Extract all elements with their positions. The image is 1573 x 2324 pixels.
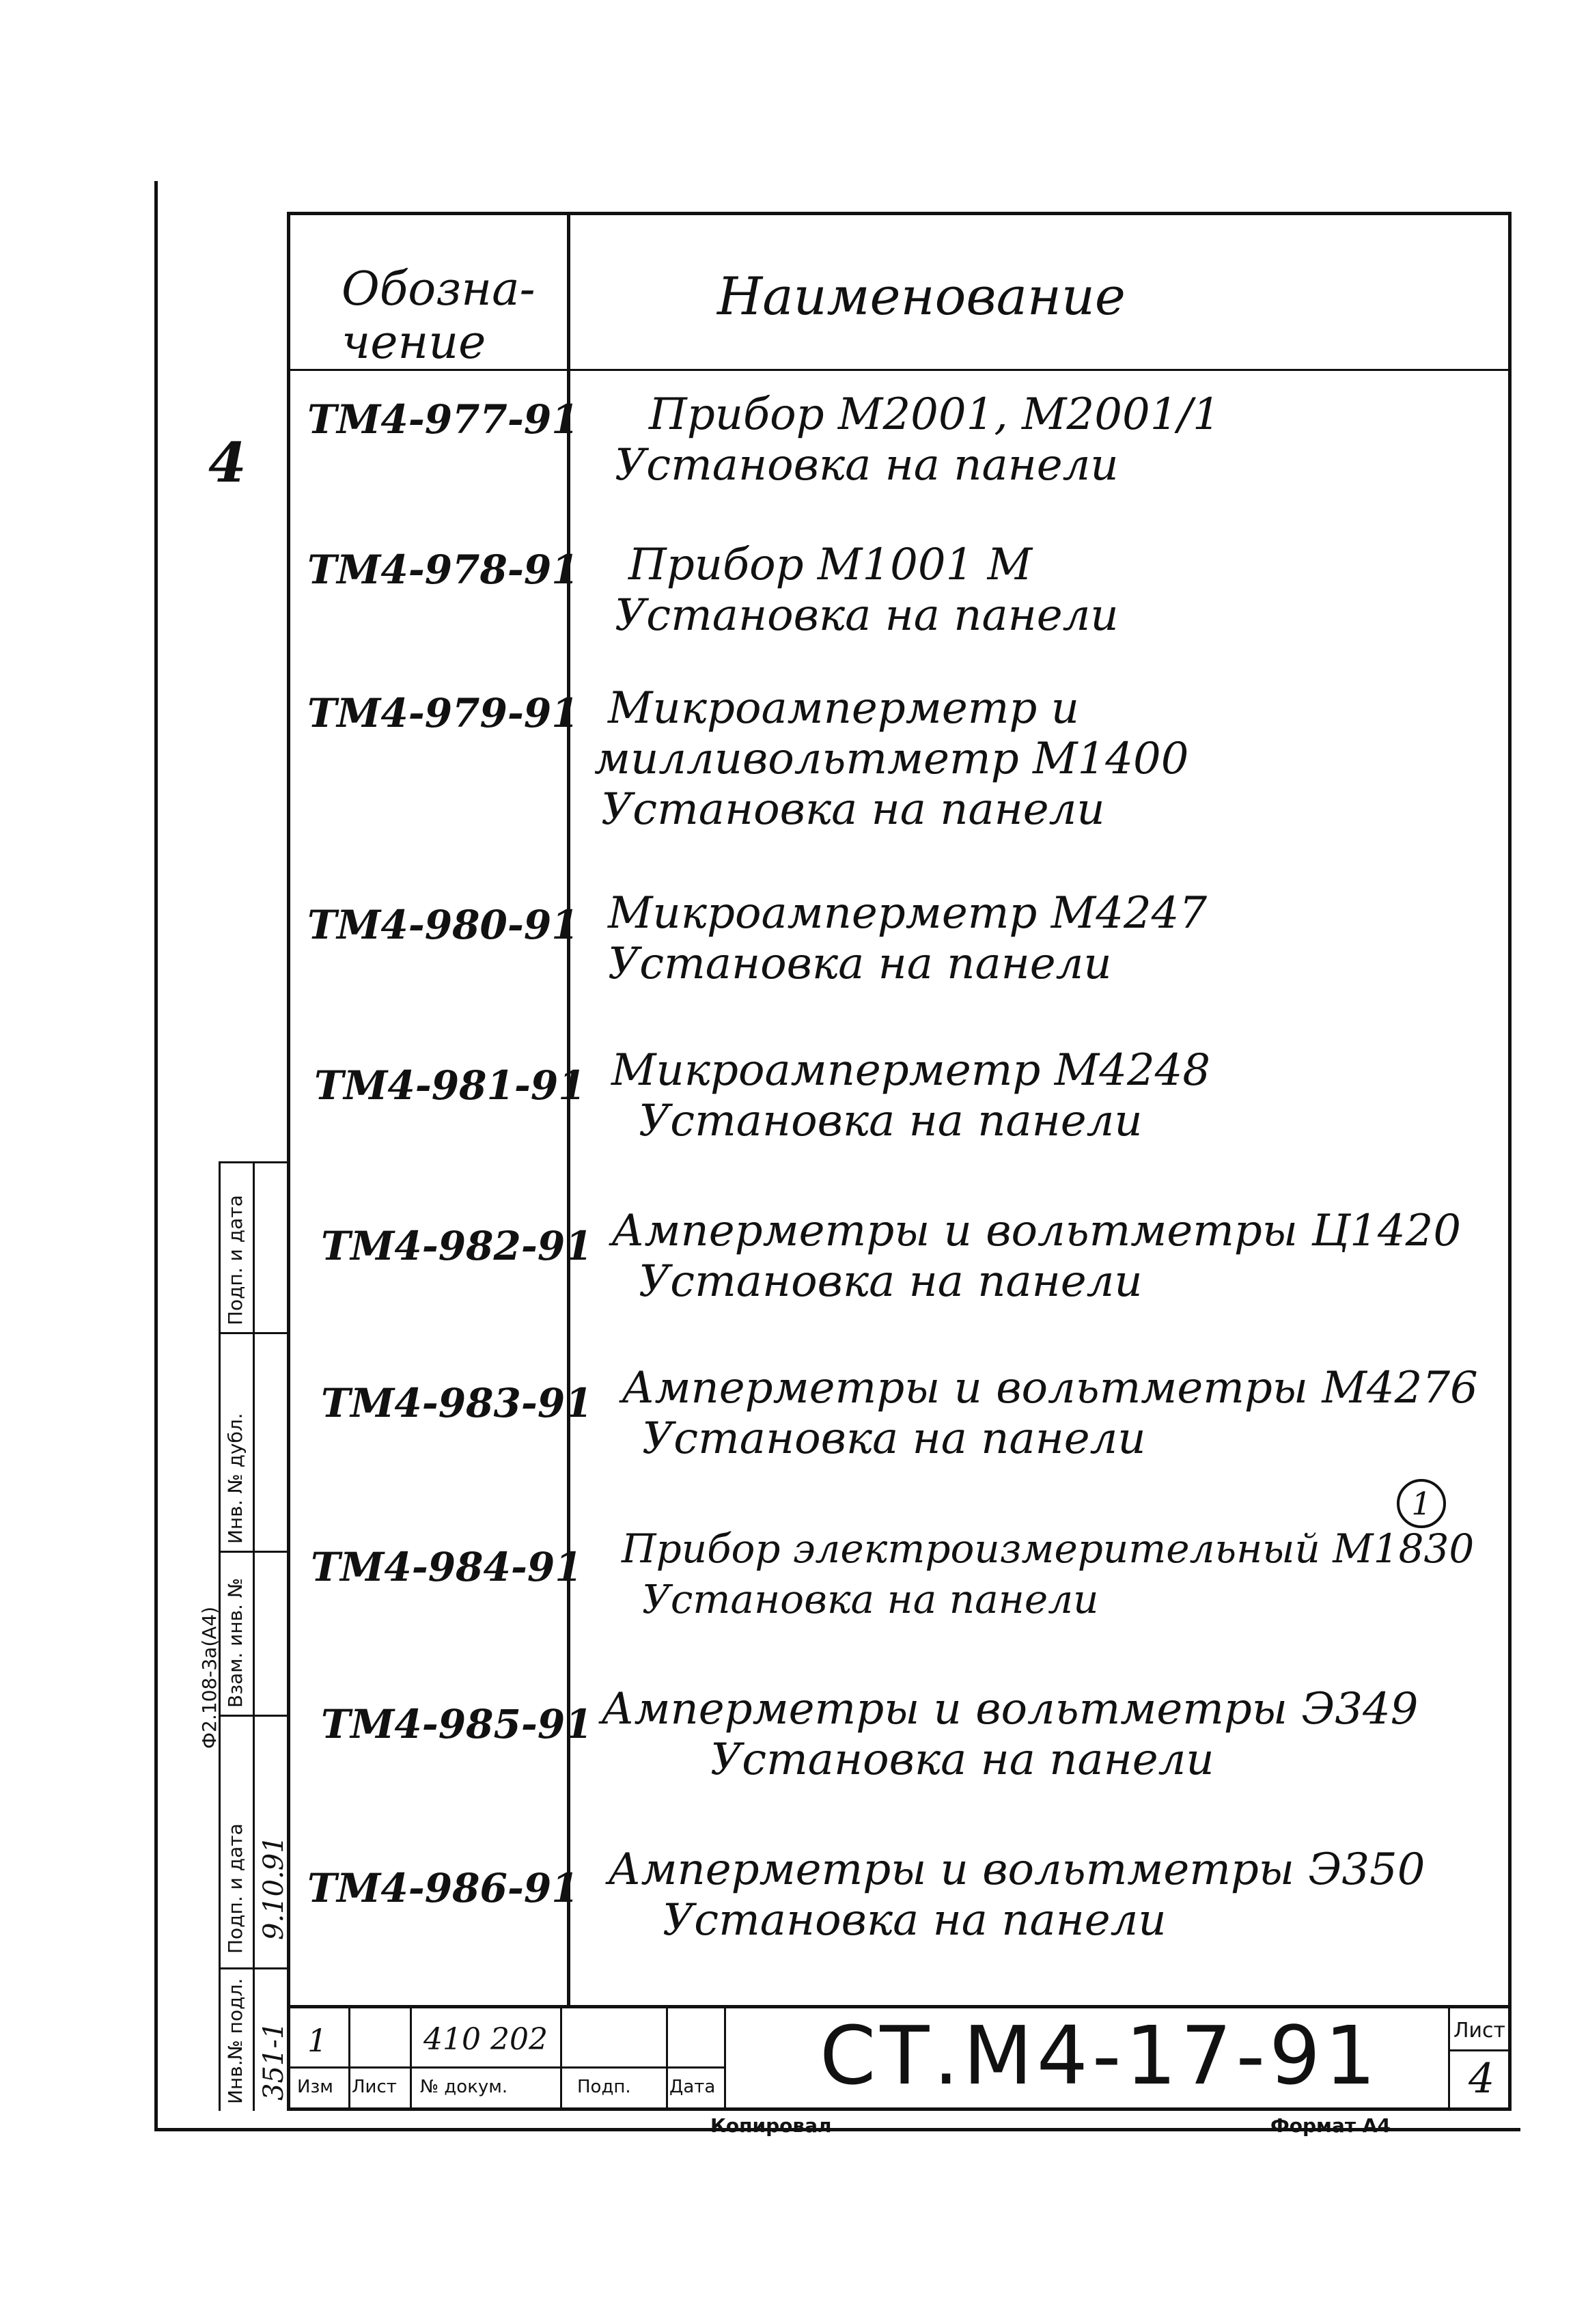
title-block-col: [666, 2005, 668, 2109]
row-name-line: Амперметры и вольтметры Ц1420: [611, 1206, 1462, 1256]
table-right-border: [1508, 212, 1512, 2111]
col-sign-label: Подп.: [577, 2077, 631, 2097]
row-name: [622, 1523, 1474, 1624]
row-code: ТМ4-978-91: [307, 547, 579, 593]
row-name: [608, 1844, 1425, 1946]
stamp-row-line: [219, 1715, 287, 1717]
format-label: Формат А4: [1270, 2114, 1391, 2137]
title-block-bottom: [287, 2107, 1509, 2111]
row-name-line: Микроамперметр и: [608, 683, 1079, 734]
document-number: 410 202: [423, 2022, 548, 2057]
row-name-line: Амперметры и вольтметры Э350: [608, 1844, 1425, 1895]
row-name-line: Установка на панели: [615, 590, 1119, 641]
header-designation-line2: чение: [342, 316, 486, 370]
stamp-sign-date-2: Подп. и дата: [224, 1195, 247, 1325]
row-code: ТМ4-977-91: [307, 396, 579, 443]
stamp-replaces: Взам. инв. №: [224, 1577, 247, 1708]
row-code: ТМ4-985-91: [321, 1701, 593, 1747]
row-name: [594, 683, 1188, 835]
title-block-col: [560, 2005, 562, 2109]
stamp-inv-orig: Инв.№ подл.: [224, 1978, 247, 2104]
copied-label: Копировал: [710, 2114, 832, 2137]
row-name-line: Установка на панели: [710, 1734, 1214, 1785]
row-name: [608, 888, 1207, 989]
row-name-line: Амперметры и вольтметры М4276: [622, 1363, 1478, 1413]
title-block-col: [348, 2005, 350, 2109]
stamp-form-code: Ф2.108-3а(А4): [198, 1606, 221, 1749]
row-name-line: Установка на панели: [608, 939, 1112, 989]
header-designation-line1: Обозна-: [342, 262, 535, 316]
stamp-top: [219, 1161, 287, 1163]
col-list-label: Лист: [352, 2077, 397, 2097]
row-name-line: Установка на панели: [639, 1256, 1143, 1307]
title-block-col: [410, 2005, 412, 2109]
row-code: ТМ4-984-91: [311, 1544, 583, 1590]
row-name: [615, 389, 1221, 490]
header-name: Наименование: [717, 266, 1126, 327]
sheet-cell-divider: [1448, 2049, 1509, 2051]
revision-mark: 1: [1397, 1479, 1446, 1528]
outer-left-border: [154, 181, 158, 2131]
title-block-col: [724, 2005, 726, 2109]
col-date-label: Дата: [669, 2077, 716, 2097]
stamp-row-line: [219, 1967, 287, 1969]
row-name-line: Амперметры и вольтметры Э349: [601, 1684, 1419, 1734]
row-name-line: милливольтметр М1400: [594, 734, 1189, 784]
row-name: [611, 1045, 1210, 1146]
row-name: [611, 1206, 1461, 1307]
row-name-line: Микроамперметр М4247: [608, 888, 1208, 939]
sheet-mark: 4: [208, 430, 247, 495]
row-name: [601, 1684, 1418, 1785]
stamp-row-line: [219, 1551, 287, 1553]
col-doc-label: № докум.: [420, 2077, 508, 2097]
row-name: [615, 540, 1119, 641]
row-name-line: Установка на панели: [663, 1895, 1167, 1946]
row-code: ТМ4-979-91: [307, 690, 579, 736]
row-name-line: Установка на панели: [639, 1096, 1143, 1146]
table-top-border: [287, 212, 1512, 215]
row-name-line: Прибор М2001, М2001/1: [649, 389, 1221, 440]
sheet-number: 4: [1468, 2055, 1495, 2103]
row-name: [622, 1363, 1478, 1464]
stamp-sign-date: Подп. и дата: [224, 1823, 247, 1954]
stamp-inv-dup: Инв. № дубл.: [224, 1413, 247, 1544]
drawing-code: СТ.М4-17-91: [820, 2008, 1380, 2103]
table-left-border: [287, 212, 290, 2111]
col-izm-label: Изм: [297, 2077, 333, 2097]
row-name-line: Установка на панели: [615, 440, 1119, 490]
stamp-inv-value: 351-1: [258, 2021, 290, 2101]
stamp-date-value: 9.10.91: [258, 1836, 290, 1940]
row-name-line: Установка на панели: [601, 784, 1105, 835]
row-name-line: Микроамперметр М4248: [611, 1045, 1211, 1096]
row-code: ТМ4-983-91: [321, 1380, 593, 1426]
row-name-line: Прибор М1001 М: [628, 540, 1033, 590]
row-code: ТМ4-982-91: [321, 1223, 593, 1269]
row-name-line: Прибор электроизмерительный М1830: [622, 1525, 1475, 1572]
sheet-label: Лист: [1453, 2019, 1506, 2043]
row-code: ТМ4-981-91: [314, 1062, 586, 1109]
change-number: 1: [307, 2022, 328, 2059]
row-code: ТМ4-986-91: [307, 1865, 579, 1911]
stamp-row-line: [219, 1332, 287, 1334]
row-name-line: Установка на панели: [642, 1576, 1099, 1622]
header-designation: [342, 263, 535, 370]
title-block-mid: [287, 2066, 724, 2069]
row-name-line: Установка на панели: [642, 1413, 1146, 1464]
title-block-col: [1448, 2005, 1450, 2109]
row-code: ТМ4-980-91: [307, 902, 579, 948]
